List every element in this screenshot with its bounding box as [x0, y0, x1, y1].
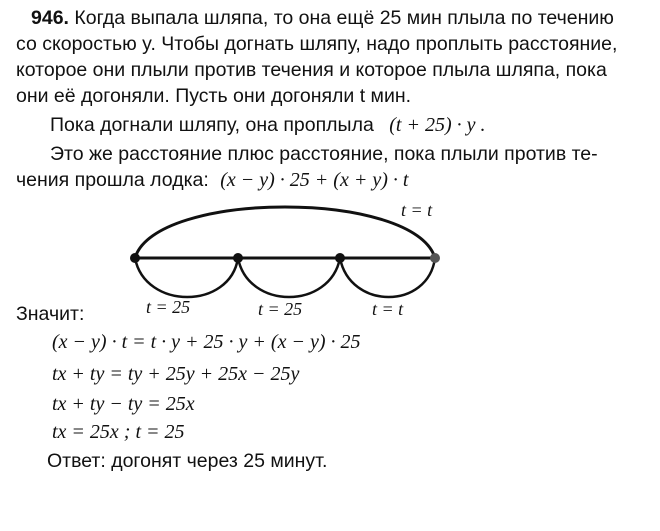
equation-2: tx + ty = ty + 25y + 25x − 25y: [52, 363, 300, 385]
problem-text-line-1: Когда выпала шляпа, то она ещё 25 мин плыла по течению: [74, 7, 614, 29]
equation-3: tx + ty − ty = 25x: [52, 393, 195, 415]
paragraph-2-text: Пока догнали шляпу, она проплыла: [50, 114, 374, 136]
top-arc-label: t = t: [401, 200, 433, 220]
problem-number: 946.: [31, 7, 69, 29]
point-4: [430, 253, 440, 263]
top-arc: [135, 207, 435, 258]
bottom-arc-1: [135, 258, 238, 297]
bottom-arc-2: [238, 258, 340, 297]
problem-text-line-3: которое они плыли против течения и которое плыла шляпа, пока: [16, 59, 607, 81]
solution-lead: Значит:: [16, 303, 85, 325]
bottom-arc-label-1: t = 25: [146, 297, 191, 317]
paragraph-2-expression: (t + 25) · y .: [389, 114, 486, 136]
problem-text-line-4: они её догоняли. Пусть они догоняли t мин.: [16, 85, 412, 107]
paragraph-3-line-1: Это же расстояние плюс расстояние, пока плыли против те-: [50, 143, 598, 165]
problem-text-line-2: со скоростью y. Чтобы догнать шляпу, надо проплыть расстояние,: [16, 33, 618, 55]
bottom-arc-3: [340, 258, 435, 297]
equation-1: (x − y) · t = t · y + 25 · y + (x − y) · 25: [52, 331, 361, 353]
point-2: [233, 253, 243, 263]
bottom-arc-label-2: t = 25: [258, 299, 303, 319]
paragraph-3-text: чения прошла лодка:: [16, 169, 209, 191]
answer: Ответ: догонят через 25 минут.: [47, 450, 328, 472]
point-3: [335, 253, 345, 263]
equation-4: tx = 25x ; t = 25: [52, 421, 185, 443]
point-1: [130, 253, 140, 263]
bottom-arc-label-3: t = t: [372, 299, 404, 319]
paragraph-3-expression: (x − y) · 25 + (x + y) · t: [220, 169, 409, 191]
